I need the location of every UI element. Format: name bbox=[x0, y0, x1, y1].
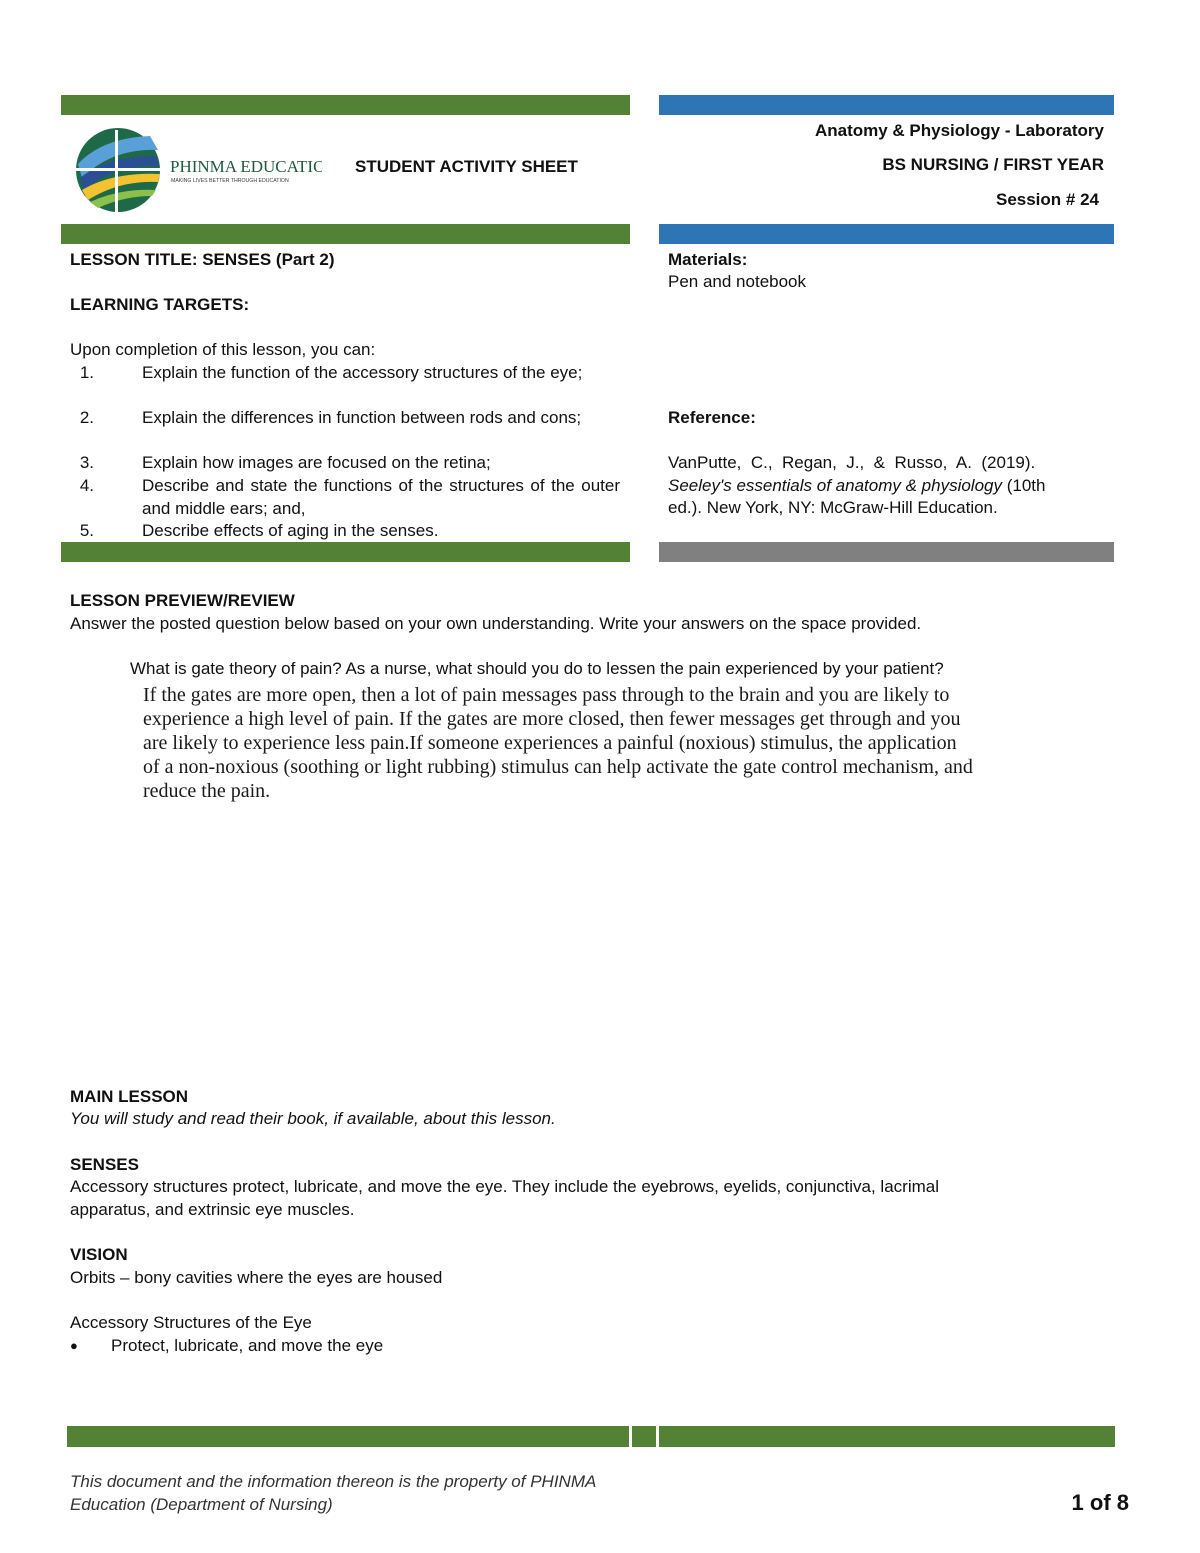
reference-book-title: Seeley's essentials of anatomy & physiology bbox=[668, 476, 1002, 495]
footer-disclaimer-line1: This document and the information thereon is the property of PHINMA bbox=[70, 1472, 597, 1491]
page-number: 1 of 8 bbox=[1071, 1490, 1129, 1515]
bullet-text: Protect, lubricate, and move the eye bbox=[111, 1336, 384, 1355]
answer-line: experience a high level of pain. If the gates are more closed, then fewer messages get through and you bbox=[143, 708, 961, 730]
list-item-number: 2. bbox=[79, 408, 94, 427]
senses-text-line2: apparatus, and extrinsic eye muscles. bbox=[70, 1200, 355, 1219]
list-item-number: 4. bbox=[79, 476, 94, 495]
sheet-title: STUDENT ACTIVITY SHEET bbox=[355, 157, 578, 176]
senses-heading: SENSES bbox=[70, 1155, 139, 1174]
header-bottom-bar-right bbox=[659, 224, 1114, 244]
learning-targets-list bbox=[70, 362, 630, 542]
list-item-number: 1. bbox=[79, 363, 94, 382]
preview-instruction: Answer the posted question below based on your own understanding. Write your answers on the space provided. bbox=[70, 614, 922, 633]
footer-bar-right bbox=[659, 1426, 1115, 1447]
list-item-text: Explain how images are focused on the retina; bbox=[142, 453, 491, 472]
main-lesson-note: You will study and read their book, if available, about this lesson. bbox=[70, 1109, 556, 1128]
bullet-icon: ● bbox=[70, 1338, 78, 1353]
materials-text: Pen and notebook bbox=[668, 272, 807, 291]
answer-line: reduce the pain. bbox=[143, 780, 271, 802]
reference-edition: (10th bbox=[1001, 476, 1046, 495]
session-number: Session # 24 bbox=[995, 190, 1099, 209]
vision-heading: VISION bbox=[70, 1245, 128, 1264]
senses-text-line1: Accessory structures protect, lubricate, and move the eye. They include the eyebrows, eyelids, conjunctiva, lacrimal bbox=[70, 1177, 939, 1196]
section-divider-left bbox=[61, 542, 630, 562]
course-title: Anatomy & Physiology - Laboratory bbox=[814, 121, 1104, 140]
reference-citation-line2 bbox=[668, 475, 1045, 498]
answer-line: of a non-noxious (soothing or light rubbing) stimulus can help activate the gate control mechanism, and bbox=[143, 756, 973, 778]
footer-disclaimer-line2: Education (Department of Nursing) bbox=[70, 1495, 333, 1514]
answer-line: are likely to experience less pain.If someone experiences a painful (noxious) stimulus, the application bbox=[143, 732, 957, 754]
materials-heading: Materials: bbox=[668, 250, 748, 269]
reference-citation-line3: ed.). New York, NY: McGraw-Hill Education. bbox=[668, 498, 998, 517]
footer-bar-left bbox=[67, 1426, 629, 1447]
header-top-bar-right bbox=[659, 95, 1114, 115]
main-lesson-heading: MAIN LESSON bbox=[70, 1087, 189, 1106]
preview-question: What is gate theory of pain? As a nurse, what should you do to lessen the pain experienced by your patient? bbox=[130, 659, 944, 678]
list-item-text: Explain the differences in function between rods and cons; bbox=[142, 408, 582, 427]
phinma-emblem-icon bbox=[72, 126, 322, 216]
preview-answer bbox=[143, 683, 1123, 803]
program-year: BS NURSING / FIRST YEAR bbox=[882, 155, 1104, 174]
header-top-bar-left bbox=[61, 95, 630, 115]
accessory-structures-heading: Accessory Structures of the Eye bbox=[70, 1313, 312, 1332]
list-item-number: 3. bbox=[79, 453, 94, 472]
reference-heading: Reference: bbox=[668, 408, 756, 427]
learning-targets-intro: Upon completion of this lesson, you can: bbox=[70, 340, 376, 359]
header-bottom-bar-left bbox=[61, 224, 630, 244]
list-item-text: Describe effects of aging in the senses. bbox=[142, 521, 439, 540]
brand-name: PHINMA EDUCATION bbox=[170, 157, 322, 176]
footer-bar-middle bbox=[632, 1426, 656, 1447]
learning-targets-heading: LEARNING TARGETS: bbox=[70, 295, 250, 314]
list-item-text: Describe and state the functions of the structures of the outer and middle ears; and, bbox=[142, 476, 620, 518]
vision-text: Orbits – bony cavities where the eyes are housed bbox=[70, 1268, 443, 1287]
answer-line: If the gates are more open, then a lot of pain messages pass through to the brain and you are likely to bbox=[143, 684, 950, 706]
section-divider-right bbox=[659, 542, 1114, 562]
preview-heading: LESSON PREVIEW/REVIEW bbox=[70, 591, 295, 610]
list-item-text: Explain the function of the accessory structures of the eye; bbox=[142, 363, 583, 382]
list-item-number: 5. bbox=[79, 521, 94, 540]
lesson-title: LESSON TITLE: SENSES (Part 2) bbox=[70, 250, 335, 269]
brand-tagline: MAKING LIVES BETTER THROUGH EDUCATION bbox=[171, 178, 289, 184]
phinma-logo bbox=[72, 126, 322, 216]
reference-citation-line1: VanPutte, C., Regan, J., & Russo, A. (2019). bbox=[668, 453, 1036, 472]
